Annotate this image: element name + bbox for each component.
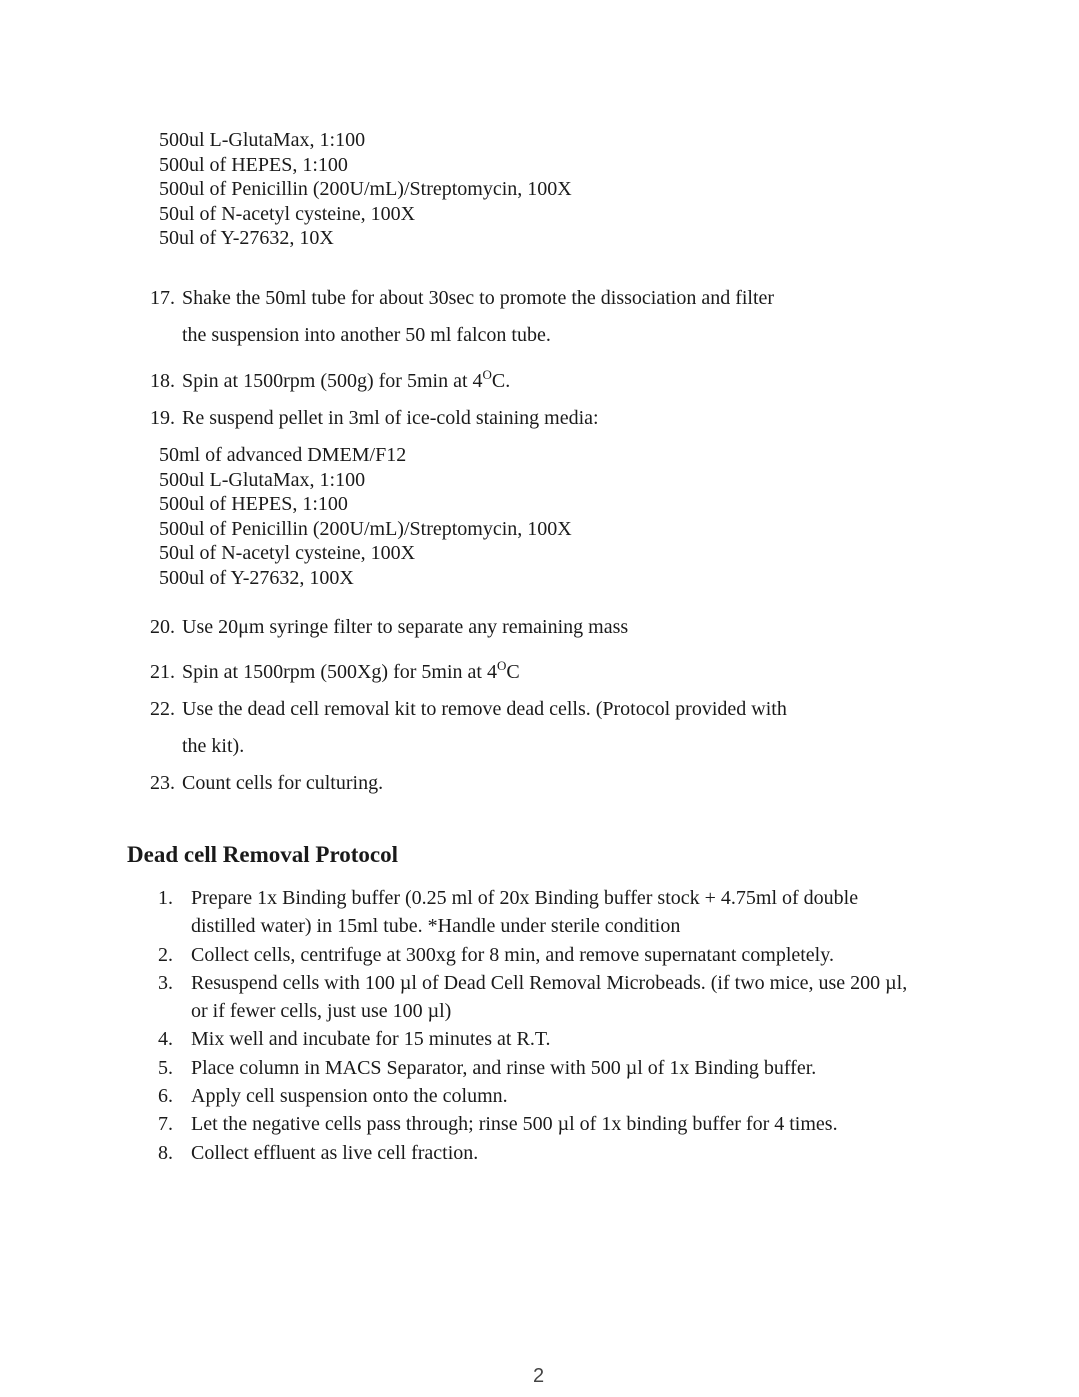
step-22: 22. Use the dead cell removal kit to remove dead cells. (Protocol provided with the kit).	[150, 698, 787, 757]
media-item: 500ul L-GlutaMax, 1:100	[159, 129, 366, 151]
media-item: 500ul of Y-27632, 100X	[159, 566, 354, 589]
media-list-1	[159, 128, 572, 251]
dead-cell-steps	[158, 884, 907, 1167]
media-item: 50ul of N-acetyl cysteine, 100X	[159, 202, 416, 225]
media-item: 500ul of Penicillin (200U/mL)/Streptomycin, 100X	[159, 178, 572, 200]
step-17: 17. Shake the 50ml tube for about 30sec to promote the dissociation and filter the suspension into another 50 ml falcon tube.	[150, 287, 775, 346]
media-item: 500ul of HEPES, 1:100	[159, 493, 348, 515]
list-item: 4. Mix well and incubate for 15 minutes at R.T.	[158, 1028, 551, 1051]
section-heading: Dead cell Removal Protocol	[127, 842, 399, 867]
list-item: 8. Collect effluent as live cell fraction.	[158, 1141, 479, 1164]
list-item: 7. Let the negative cells pass through; rinse 500 µl of 1x binding buffer for 4 times.	[158, 1113, 838, 1136]
step-19: 19. Re suspend pellet in 3ml of ice-cold staining media:	[150, 407, 599, 429]
step-18: 18. Spin at 1500rpm (500g) for 5min at $4^OC$.	[150, 367, 511, 392]
list-item: 2. Collect cells, centrifuge at 300xg for 8 min, and remove supernatant completely.	[158, 943, 834, 966]
media-item: 500ul L-GlutaMax, 1:100	[159, 468, 366, 491]
media-item: 50ul of N-acetyl cysteine, 100X	[159, 542, 416, 564]
list-item: 5. Place column in MACS Separator, and rinse with 500 µl of 1x Binding buffer.	[158, 1056, 817, 1079]
list-item: 3. Resuspend cells with 100 µl of Dead Cell Removal Microbeads. (if two mice, use 200 µl, or if fewer cells, just use 100 µl)	[158, 971, 908, 1023]
page-number: 2	[533, 1365, 545, 1387]
list-item: 1. Prepare 1x Binding buffer (0.25 ml of 20x Binding buffer stock + 4.75ml of double distilled water) in 15ml tube. *Handle under sterile condition	[158, 887, 859, 938]
step-23: 23. Count cells for culturing.	[150, 772, 384, 794]
media-item: 50ml of advanced DMEM/F12	[159, 444, 407, 466]
step-20: 20. Use 20μm syringe filter to separate any remaining mass	[150, 616, 629, 638]
media-list-2	[159, 443, 572, 590]
media-item: 500ul of HEPES, 1:100	[159, 153, 348, 176]
media-item: 50ul of Y-27632, 10X	[159, 227, 334, 249]
list-item: 6. Apply cell suspension onto the column.	[158, 1085, 508, 1108]
step-21: 21. Spin at 1500rpm (500Xg) for 5min at $4^OC$	[150, 658, 520, 683]
media-item: 500ul of Penicillin (200U/mL)/Streptomycin, 100X	[159, 517, 572, 540]
